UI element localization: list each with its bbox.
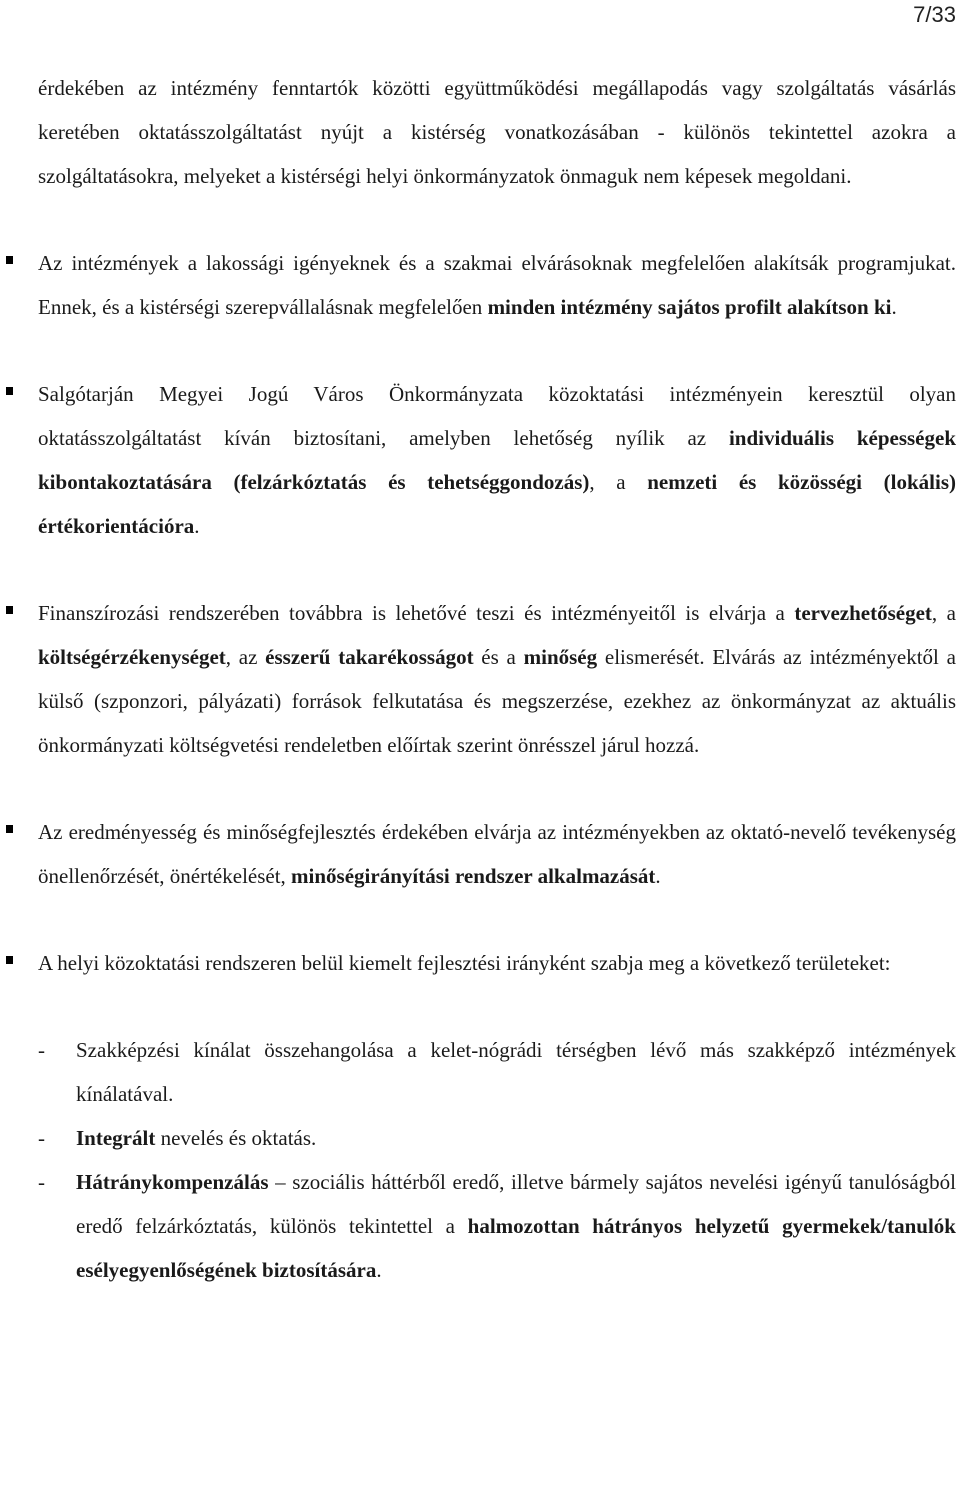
- bullet-3-bold-4: minőség: [523, 645, 598, 669]
- list-item-2-text: nevelés és oktatás.: [155, 1126, 317, 1150]
- bullet-3-bold-3: ésszerű takarékosságot: [265, 645, 474, 669]
- list-item-3-tail: .: [376, 1258, 382, 1282]
- list-item: [38, 1028, 956, 1116]
- dash-marker: -: [38, 1126, 45, 1150]
- bullet-3-text-2: , a: [931, 601, 956, 625]
- bullet-4-tail: .: [655, 864, 661, 888]
- bullet-2-text: Salgótarján Megyei Jogú Város Önkormányzata közoktatási intézményein keresztül olyan oktatásszolgáltatást kíván biztosítani, amelyben lehetőség nyílik az: [38, 382, 956, 450]
- document-body: [38, 66, 956, 1292]
- bullet-2-tail: .: [194, 514, 200, 538]
- bullet-3-text-3: , az: [225, 645, 266, 669]
- bullet-1-bold: minden intézmény sajátos profilt alakítson ki: [487, 295, 892, 319]
- bullet-2-text-2: , a: [589, 470, 648, 494]
- bullet-1-tail: .: [891, 295, 897, 319]
- bullet-3-text: Finanszírozási rendszerében továbbra is lehetővé teszi és intézményeitől is elvárja a: [38, 601, 795, 625]
- bullet-3-bold-2: költségérzékenységet: [38, 645, 226, 669]
- bullet-3-text-4: és a: [473, 645, 524, 669]
- dash-marker: -: [38, 1038, 45, 1062]
- bullet-square-icon: [6, 825, 13, 833]
- bullet-4-text: Az eredményesség és minőségfejlesztés érdekében elvárja az intézményekben az oktató-nevelő tevékenység önellenőrzését, önértékelését,: [38, 820, 956, 888]
- bullet-paragraph-3: [38, 591, 956, 767]
- bullet-5-text: A helyi közoktatási rendszeren belül kiemelt fejlesztési irányként szabja meg a következő területeket:: [38, 951, 891, 975]
- bullet-paragraph-2: [38, 372, 956, 548]
- list-item-3-text-1: – szociális háttérből eredő, illetve bármely sajátos nevelési igényű tanulóságból eredő felzárkóztatás, különös tekintettel a: [76, 1170, 956, 1238]
- bullet-paragraph-5: [38, 941, 956, 985]
- bullet-square-icon: [6, 606, 13, 614]
- bullet-2-bold-2: nemzeti és közösségi (lokális) értékorientációra: [38, 470, 956, 538]
- list-item-3-bold-1: Hátránykompenzálás: [76, 1170, 269, 1194]
- dash-list: [38, 1028, 956, 1292]
- bullet-4-bold: minőségirányítási rendszer alkalmazását: [291, 864, 656, 888]
- list-item-2-bold: Integrált: [76, 1126, 156, 1150]
- list-item: [38, 1116, 956, 1160]
- intro-paragraph: érdekében az intézmény fenntartók közötti együttműködési megállapodás vagy szolgáltatás vásárlás keretében oktatásszolgáltatást nyújt a kistérség vonatkozásában - különös tekintettel azokra a szolgáltatásokra, melyeket a kistérségi helyi önkormányzatok önmaguk nem képesek megoldani.: [38, 76, 956, 188]
- bullet-square-icon: [6, 387, 13, 395]
- bullet-2-bold-1: individuális képességek kibontakoztatására (felzárkóztatás és tehetséggondozás): [38, 426, 956, 494]
- bullet-3-tail: elismerését. Elvárás az intézményektől a külső (szponzori, pályázati) források felkutatása és megszerzése, ezekhez az önkormányzat az aktuális önkormányzati költségvetési rendeletben előírtak szerint önrésszel járul hozzá.: [38, 645, 956, 757]
- page-number: 7/33: [913, 2, 956, 27]
- list-item: [38, 1160, 956, 1292]
- list-item-1-text: Szakképzési kínálat összehangolása a kelet-nógrádi térségben lévő más szakképző intézmények kínálatával.: [76, 1038, 956, 1106]
- bullet-paragraph-1: [38, 241, 956, 329]
- bullet-square-icon: [6, 256, 13, 264]
- bullet-square-icon: [6, 956, 13, 964]
- list-item-3-bold-2: halmozottan hátrányos helyzetű gyermekek/tanulók esélyegyenlőségének biztosítására: [76, 1214, 956, 1282]
- bullet-1-text: Az intézmények a lakossági igényeknek és a szakmai elvárásoknak megfelelően alakítsák programjukat. Ennek, és a kistérségi szerepvállalásnak megfelelően: [38, 251, 956, 319]
- bullet-paragraph-4: [38, 810, 956, 898]
- bullet-3-bold-1: tervezhetőséget: [794, 601, 932, 625]
- dash-marker: -: [38, 1170, 45, 1194]
